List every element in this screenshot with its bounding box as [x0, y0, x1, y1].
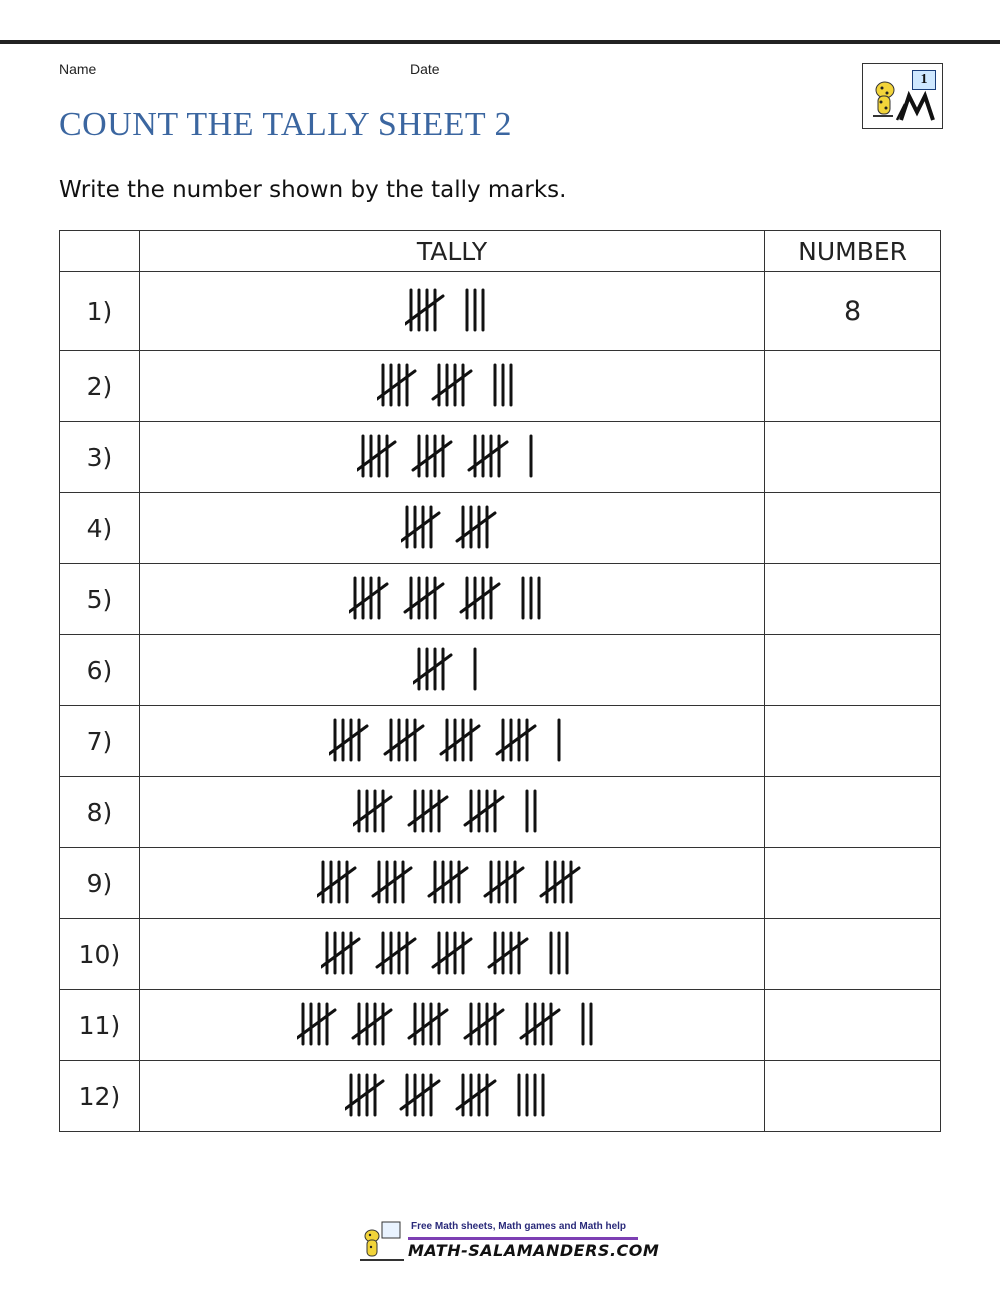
tally-cell [139, 422, 764, 493]
header-tally: TALLY [139, 231, 764, 272]
header-blank-cell [60, 231, 140, 272]
tally-cell [139, 635, 764, 706]
name-label: Name [59, 61, 97, 77]
salamander-logo [862, 63, 943, 129]
date-label: Date [410, 61, 440, 77]
header-number: NUMBER [765, 231, 941, 272]
table-row [60, 1061, 941, 1132]
question-number: 9) [60, 848, 140, 919]
footer-underline [408, 1237, 638, 1240]
tally-table [59, 230, 941, 1132]
footer-site-name: MATH-SALAMANDERS.COM [408, 1241, 660, 1260]
answer-cell[interactable] [765, 351, 941, 422]
tally-marks [321, 931, 583, 977]
tally-cell [139, 706, 764, 777]
grade-badge: 1 [912, 70, 936, 90]
question-number: 10) [60, 919, 140, 990]
table-row [60, 848, 941, 919]
answer-cell[interactable] [765, 493, 941, 564]
answer-cell[interactable] [765, 777, 941, 848]
tally-cell [139, 1061, 764, 1132]
table-header-row [60, 231, 941, 272]
answer-cell[interactable]: 8 [765, 272, 941, 351]
page-title: COUNT THE TALLY SHEET 2 [59, 106, 513, 143]
question-number: 8) [60, 777, 140, 848]
tally-marks [357, 434, 547, 480]
answer-cell[interactable] [765, 990, 941, 1061]
answer-cell[interactable] [765, 422, 941, 493]
tally-cell [139, 990, 764, 1061]
question-number: 2) [60, 351, 140, 422]
answer-cell[interactable] [765, 1061, 941, 1132]
tally-marks [349, 576, 555, 622]
tally-cell [139, 351, 764, 422]
answer-cell[interactable] [765, 635, 941, 706]
instructions: Write the number shown by the tally marks. [59, 177, 567, 203]
tally-marks [377, 363, 527, 409]
tally-cell [139, 919, 764, 990]
answer-cell[interactable] [765, 848, 941, 919]
question-number: 6) [60, 635, 140, 706]
footer-tagline: Free Math sheets, Math games and Math help [411, 1221, 627, 1232]
table-body [60, 272, 941, 1132]
question-number: 12) [60, 1061, 140, 1132]
tally-cell [139, 777, 764, 848]
table-row [60, 990, 941, 1061]
table-row [60, 564, 941, 635]
tally-marks [345, 1073, 559, 1119]
answer-cell[interactable] [765, 564, 941, 635]
question-number: 3) [60, 422, 140, 493]
tally-marks [413, 647, 491, 693]
top-rule [0, 40, 1000, 44]
tally-marks [329, 718, 575, 764]
answer-cell[interactable] [765, 706, 941, 777]
question-number: 1) [60, 272, 140, 351]
table-row [60, 777, 941, 848]
tally-cell [139, 848, 764, 919]
table-row [60, 351, 941, 422]
question-number: 7) [60, 706, 140, 777]
table-row [60, 493, 941, 564]
tally-marks [405, 288, 499, 334]
table-row [60, 919, 941, 990]
table-row [60, 635, 941, 706]
question-number: 4) [60, 493, 140, 564]
table-row [60, 706, 941, 777]
tally-marks [353, 789, 551, 835]
tally-cell [139, 493, 764, 564]
table-row [60, 272, 941, 351]
question-number: 11) [60, 990, 140, 1061]
tally-cell [139, 564, 764, 635]
tally-marks [317, 860, 587, 906]
table-row [60, 422, 941, 493]
tally-marks [297, 1002, 607, 1048]
tally-marks [401, 505, 503, 551]
tally-cell [139, 272, 764, 351]
question-number: 5) [60, 564, 140, 635]
footer-logo-icon [358, 1220, 406, 1264]
answer-cell[interactable] [765, 919, 941, 990]
